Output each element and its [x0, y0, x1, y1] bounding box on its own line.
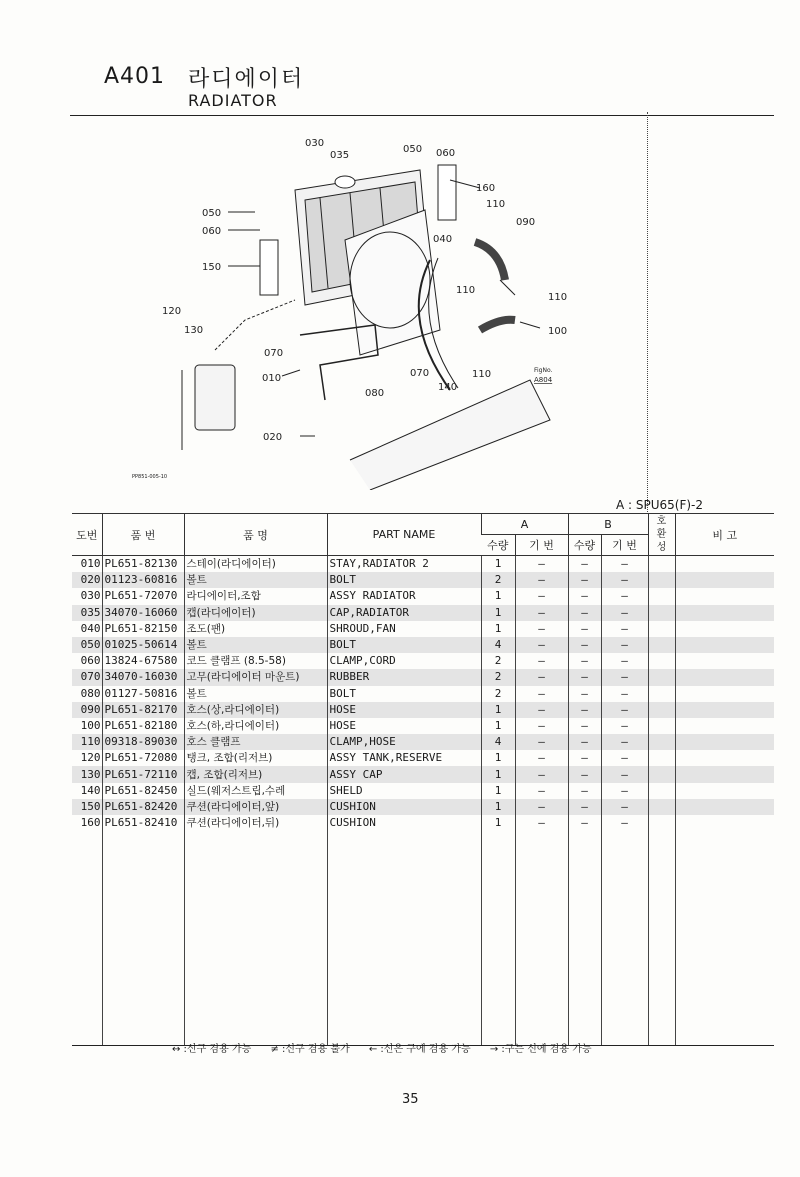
legend-item: → :구는 신에 겸용 가능 [489, 1044, 592, 1055]
cell-qb: – [568, 669, 601, 685]
cell-compat [648, 621, 675, 637]
cell-remarks [675, 669, 774, 685]
header-remarks: 비 고 [675, 514, 774, 556]
blank-cell [72, 831, 102, 1046]
cell-qb: – [568, 621, 601, 637]
blank-cell [327, 831, 481, 1046]
cell-compat [648, 718, 675, 734]
cell-pa: – [515, 556, 568, 573]
callout-020: 020 [263, 432, 283, 443]
callout-010: 010 [262, 373, 282, 384]
cell-pb: – [601, 734, 648, 750]
header-period-b: 기 번 [601, 535, 648, 556]
cell-qb: – [568, 766, 601, 782]
cell-remarks [675, 572, 774, 588]
header-part-no: 품 번 [102, 514, 184, 556]
cell-ko: 볼트 [184, 637, 327, 653]
cell-ko: 스테이(라디에이터) [184, 556, 327, 573]
callout-110-right: 110 [548, 292, 568, 303]
cell-compat [648, 637, 675, 653]
cell-pb: – [601, 556, 648, 573]
cell-compat [648, 766, 675, 782]
cell-pa: – [515, 783, 568, 799]
callout-100: 100 [548, 326, 568, 337]
table-row [72, 686, 774, 702]
page-number: 35 [402, 1092, 419, 1107]
cell-pb: – [601, 686, 648, 702]
callout-050: 050 [202, 208, 222, 219]
cell-pa: – [515, 734, 568, 750]
cell-pb: – [601, 588, 648, 604]
header-name-ko: 품 명 [184, 514, 327, 556]
cell-ko: 호스(상,라디에이터) [184, 702, 327, 718]
table-row [72, 702, 774, 718]
callout-060: 060 [202, 226, 222, 237]
cell-ko: 쿠션(라디에이터,뒤) [184, 815, 327, 831]
cell-compat [648, 556, 675, 573]
cell-part: PL651-72080 [102, 750, 184, 766]
cell-pa: – [515, 686, 568, 702]
cell-remarks [675, 588, 774, 604]
cell-qa: 1 [481, 621, 515, 637]
cell-pa: – [515, 799, 568, 815]
cell-compat [648, 734, 675, 750]
cell-compat [648, 572, 675, 588]
table-row [72, 766, 774, 782]
cell-remarks [675, 621, 774, 637]
cell-qb: – [568, 556, 601, 573]
cell-en: HOSE [327, 702, 481, 718]
section-code: A401 [104, 64, 166, 89]
cell-no: 010 [80, 557, 101, 571]
cell-no: 090 [72, 702, 102, 718]
cell-qb: – [568, 702, 601, 718]
cell-no: 020 [72, 572, 102, 588]
cell-remarks [675, 783, 774, 799]
cell-part: 34070-16030 [102, 669, 184, 685]
cell-qb: – [568, 637, 601, 653]
blank-cell [481, 831, 515, 1046]
exploded-parts-diagram [120, 130, 640, 490]
cell-en: CLAMP,HOSE [327, 734, 481, 750]
cell-en: CUSHION [327, 815, 481, 831]
cell-pa: – [515, 766, 568, 782]
cell-qa: 1 [481, 799, 515, 815]
cell-pa: – [515, 815, 568, 831]
cell-en: BOLT [327, 637, 481, 653]
table-row [72, 734, 774, 750]
callout-070-lower: 070 [410, 368, 430, 379]
cell-qb: – [568, 653, 601, 669]
header-qty-a: 수량 [481, 535, 515, 556]
callout-040: 040 [433, 234, 453, 245]
cell-no: 030 [80, 589, 101, 603]
cell-ko: 쿠션(라디에이터,앞) [184, 799, 327, 815]
cell-pa: – [515, 653, 568, 669]
cell-ko: 고무(라디에이터 마운트) [184, 669, 327, 685]
cell-qb: – [568, 588, 601, 604]
cell-remarks [675, 556, 774, 573]
callout-060-top: 060 [436, 148, 456, 159]
cell-qb: – [568, 750, 601, 766]
compatibility-legend [172, 1040, 608, 1055]
cell-compat [648, 783, 675, 799]
table-row [72, 750, 774, 766]
legend-item: ← :신은 구에 겸용 가능 [368, 1044, 471, 1055]
cell-pb: – [601, 702, 648, 718]
cell-en: SHELD [327, 783, 481, 799]
cell-no: 080 [80, 686, 101, 700]
cell-en: CLAMP,CORD [327, 653, 481, 669]
cell-en: ASSY RADIATOR [327, 588, 481, 604]
cell-pb: – [601, 750, 648, 766]
cell-part: 01127-50816 [102, 686, 184, 702]
callout-030: 030 [305, 138, 325, 149]
cell-ko: 코드 클램프 (8.5-58) [184, 653, 327, 669]
cell-remarks [675, 815, 774, 831]
table-row [72, 783, 774, 799]
cell-remarks [675, 702, 774, 718]
table-row [72, 572, 774, 588]
blank-cell [675, 831, 774, 1046]
cell-part: PL651-82410 [102, 815, 184, 831]
cell-remarks [675, 637, 774, 653]
cell-qa: 1 [481, 783, 515, 799]
figure-ref-code: A804 [534, 376, 553, 384]
cell-ko: 탱크, 조합(리저브) [184, 750, 327, 766]
cell-no: 100 [80, 718, 101, 732]
cell-part: PL651-82420 [102, 799, 184, 815]
cell-remarks [675, 750, 774, 766]
cell-no: 120 [80, 751, 101, 765]
cell-no: 160 [80, 816, 101, 830]
cell-pb: – [601, 766, 648, 782]
cell-part: PL651-72110 [102, 766, 184, 782]
callout-110-lower: 110 [472, 369, 492, 380]
table-row [72, 653, 774, 669]
table-row [72, 669, 774, 685]
callout-130: 130 [184, 325, 204, 336]
cell-pb: – [601, 605, 648, 621]
header-period-a: 기 번 [515, 535, 568, 556]
header-group-b: B [568, 514, 648, 535]
table-row [72, 718, 774, 734]
cell-compat [648, 799, 675, 815]
cell-pa: – [515, 572, 568, 588]
table-header-row [72, 514, 774, 535]
cell-en: HOSE [327, 718, 481, 734]
cell-qa: 2 [481, 653, 515, 669]
section-title-english: RADIATOR [188, 91, 278, 110]
figure-ref-label: FigNo. [534, 367, 553, 374]
cell-part: PL651-82130 [102, 556, 184, 573]
cell-part: PL651-82180 [102, 718, 184, 734]
cell-ko: 캡(라디에이터) [184, 605, 327, 621]
cell-pa: – [515, 637, 568, 653]
cell-pb: – [601, 653, 648, 669]
cell-pa: – [515, 669, 568, 685]
cell-no: 150 [72, 799, 102, 815]
cell-ko: 호스 클램프 [184, 734, 327, 750]
cell-qa: 1 [481, 718, 515, 734]
cell-qb: – [568, 718, 601, 734]
table-row [72, 815, 774, 831]
cell-qb: – [568, 734, 601, 750]
table-blank-space [72, 831, 774, 1046]
cell-pa: – [515, 702, 568, 718]
blank-cell [515, 831, 568, 1046]
header-rule [70, 115, 774, 116]
cell-part: 13824-67580 [102, 653, 184, 669]
blank-cell [184, 831, 327, 1046]
cell-en: ASSY CAP [327, 766, 481, 782]
callout-140: 140 [438, 382, 458, 393]
cell-qb: – [568, 572, 601, 588]
cell-part: PL651-82450 [102, 783, 184, 799]
cell-no: 070 [72, 669, 102, 685]
cell-en: BOLT [327, 686, 481, 702]
cell-no: 110 [72, 734, 102, 750]
cell-en: BOLT [327, 572, 481, 588]
cell-qa: 4 [481, 637, 515, 653]
callout-080: 080 [365, 388, 385, 399]
blank-cell [601, 831, 648, 1046]
cell-part: 09318-89030 [102, 734, 184, 750]
margin-dotted-line [647, 112, 648, 512]
header-compat: 호환성 [648, 514, 675, 556]
cell-qb: – [568, 783, 601, 799]
blank-cell [102, 831, 184, 1046]
cell-no: 140 [80, 783, 101, 797]
cell-compat [648, 669, 675, 685]
cell-pa: – [515, 621, 568, 637]
cell-qb: – [568, 686, 601, 702]
table-row [72, 605, 774, 621]
cell-qa: 1 [481, 815, 515, 831]
callout-050-top: 050 [403, 144, 423, 155]
cell-pb: – [601, 799, 648, 815]
diagram-id: PP851-005-10 [132, 474, 168, 480]
cell-qb: – [568, 799, 601, 815]
cell-no: 040 [80, 621, 101, 635]
cell-en: STAY,RADIATOR 2 [327, 556, 481, 573]
cell-ko: 볼트 [184, 686, 327, 702]
cell-qa: 1 [481, 556, 515, 573]
table-row [72, 621, 774, 637]
cell-qa: 2 [481, 572, 515, 588]
cell-remarks [675, 653, 774, 669]
variant-label: A : SPU65(F)-2 [616, 498, 704, 512]
cell-ko: 호스(하,라디에이터) [184, 718, 327, 734]
parts-table [72, 513, 774, 1046]
cell-en: CAP,RADIATOR [327, 605, 481, 621]
table-row [72, 556, 774, 573]
cell-compat [648, 702, 675, 718]
cell-pb: – [601, 783, 648, 799]
cell-pa: – [515, 588, 568, 604]
cell-qa: 1 [481, 766, 515, 782]
cell-no: 050 [72, 637, 102, 653]
table-row [72, 799, 774, 815]
cell-en: RUBBER [327, 669, 481, 685]
blank-cell [568, 831, 601, 1046]
cell-part: PL651-82150 [102, 621, 184, 637]
cell-pb: – [601, 669, 648, 685]
cell-remarks [675, 734, 774, 750]
legend-item: ↔ :신구 겸용 가능 [172, 1044, 252, 1055]
callout-110-upper: 110 [486, 199, 506, 210]
cell-remarks [675, 766, 774, 782]
cell-pb: – [601, 815, 648, 831]
cell-qa: 1 [481, 702, 515, 718]
cell-no: 060 [80, 654, 101, 668]
cell-no: 035 [72, 605, 102, 621]
cell-pb: – [601, 637, 648, 653]
cell-compat [648, 653, 675, 669]
cell-no: 130 [72, 766, 102, 782]
header-no: 도번 [72, 514, 102, 556]
cell-compat [648, 588, 675, 604]
cell-qb: – [568, 815, 601, 831]
cell-compat [648, 605, 675, 621]
cell-en: SHROUD,FAN [327, 621, 481, 637]
header-qty-b: 수량 [568, 535, 601, 556]
cell-qb: – [568, 605, 601, 621]
cell-part: 01123-60816 [102, 572, 184, 588]
cell-part: PL651-82170 [102, 702, 184, 718]
cell-ko: 라디에이터,조합 [184, 588, 327, 604]
cell-part: 34070-16060 [102, 605, 184, 621]
cell-pa: – [515, 750, 568, 766]
callout-110-mid: 110 [456, 285, 476, 296]
cell-qa: 1 [481, 750, 515, 766]
cell-ko: 조도(팬) [184, 621, 327, 637]
cell-qa: 2 [481, 669, 515, 685]
blank-cell [648, 831, 675, 1046]
callout-150: 150 [202, 262, 222, 273]
cell-compat [648, 686, 675, 702]
cell-pb: – [601, 621, 648, 637]
cell-qa: 4 [481, 734, 515, 750]
cell-en: ASSY TANK,RESERVE [327, 750, 481, 766]
cell-qa: 1 [481, 605, 515, 621]
cell-remarks [675, 799, 774, 815]
cell-en: CUSHION [327, 799, 481, 815]
cell-remarks [675, 718, 774, 734]
cell-ko: 실드(웨저스트립,수레 [184, 783, 327, 799]
header-name-en: PART NAME [327, 514, 481, 556]
cell-pb: – [601, 572, 648, 588]
header-group-a: A [481, 514, 568, 535]
cell-part: 01025-50614 [102, 637, 184, 653]
cell-qa: 2 [481, 686, 515, 702]
legend-item: ≠ :신구 겸용 불가 [270, 1044, 350, 1055]
cell-remarks [675, 605, 774, 621]
section-title-korean: 라디에이터 [188, 67, 305, 92]
cell-pa: – [515, 718, 568, 734]
cell-ko: 캡, 조합(리저브) [184, 766, 327, 782]
cell-remarks [675, 686, 774, 702]
table-row [72, 588, 774, 604]
table-row [72, 637, 774, 653]
cell-compat [648, 815, 675, 831]
cell-qa: 1 [481, 588, 515, 604]
callout-090: 090 [516, 217, 536, 228]
callout-160: 160 [476, 183, 496, 194]
cell-part: PL651-72070 [102, 588, 184, 604]
cell-ko: 볼트 [184, 572, 327, 588]
cell-compat [648, 750, 675, 766]
callout-070-left: 070 [264, 348, 284, 359]
callout-120: 120 [162, 306, 182, 317]
cell-pa: – [515, 605, 568, 621]
cell-pb: – [601, 718, 648, 734]
callout-035: 035 [330, 150, 350, 161]
